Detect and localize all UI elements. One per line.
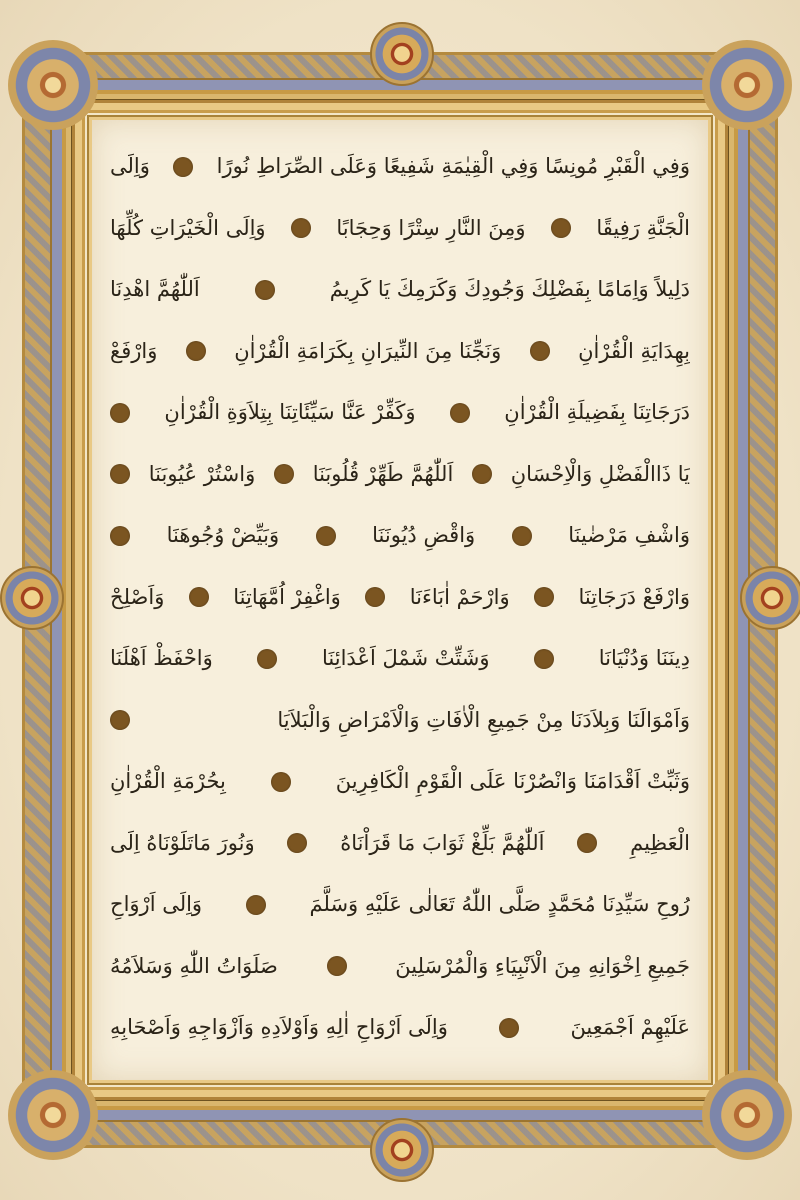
text-line: [110, 628, 690, 690]
text-line: [110, 505, 690, 567]
text-segment: وَاسْتُرْ عُيُوبَنَا: [148, 461, 256, 486]
text-segment: دَرَجَاتِنَا بِفَضِيلَةِ الْقُرْاٰنِ: [504, 400, 690, 424]
verse-marker-icon: [186, 341, 206, 361]
text-segment: دِينَنَا وَدُنْيَانَا: [598, 646, 690, 670]
text-segment: وَشَتِّتْ شَمْلَ اَعْدَائِنَا: [322, 646, 490, 670]
verse-marker-icon: [189, 587, 209, 607]
verse-marker-icon: [291, 218, 311, 238]
text-line: [110, 259, 690, 321]
text-segment: الْعَظِيمِ: [630, 830, 690, 855]
verse-marker-icon: [255, 280, 275, 300]
text-line: [110, 321, 690, 383]
verse-marker-icon: [534, 587, 554, 607]
text-segment: جَمِيعِ اِخْوَانِهِ مِنَ الْاَنْبِيَاءِ وَالْمُرْسَلِينَ: [395, 953, 690, 978]
text-segment: رُوحِ سَيِّدِنَا مُحَمَّدٍ صَلَّى اللّٰهُ تَعَالٰى عَلَيْهِ وَسَلَّمَ: [309, 892, 690, 916]
verse-marker-icon: [110, 710, 130, 730]
corner-ornament-icon: [702, 40, 792, 130]
verse-marker-icon: [365, 587, 385, 607]
text-segment: وَارْفَعْ دَرَجَاتِنَا: [578, 584, 690, 609]
verse-marker-icon: [274, 464, 294, 484]
verse-marker-icon: [287, 833, 307, 853]
text-segment: وَنَجِّنَا مِنَ النِّيرَانِ بِكَرَامَةِ الْقُرْاٰنِ: [234, 338, 502, 363]
left-medallion-icon: [0, 566, 64, 630]
verse-marker-icon: [534, 649, 554, 669]
verse-marker-icon: [577, 833, 597, 853]
top-medallion-icon: [370, 22, 434, 86]
text-segment: دَلِيلاً وَاِمَامًا بِفَضْلِكَ وَجُودِكَ وَكَرَمِكَ يَا كَرِيمُ: [329, 277, 690, 301]
verse-marker-icon: [271, 772, 291, 792]
text-line: [110, 751, 690, 813]
text-segment: اَللّٰهُمَّ اهْدِنَا: [110, 277, 200, 301]
text-segment: وَاَصْلِحْ: [110, 584, 165, 609]
text-segment: يَا ذَاالْفَضْلِ وَالْاِحْسَانِ: [510, 461, 690, 486]
text-line: [110, 444, 690, 506]
text-line: [110, 936, 690, 998]
text-segment: وَاقْضِ دُيُونَنَا: [372, 523, 476, 547]
text-segment: وَارْحَمْ اٰبَاءَنَا: [409, 584, 510, 609]
text-segment: الْجَنَّةِ رَفِيقًا: [596, 215, 690, 240]
text-segment: وَاشْفِ مَرْضٰينَا: [568, 523, 690, 547]
text-line: [110, 690, 690, 752]
text-segment: وَثَبِّتْ اَقْدَامَنَا وَانْصُرْنَا عَلَى الْقَوْمِ الْكَافِرِينَ: [335, 769, 690, 793]
verse-marker-icon: [450, 403, 470, 423]
text-line: [110, 382, 690, 444]
text-line: [110, 567, 690, 629]
text-segment: بِحُرْمَةِ الْقُرْاٰنِ: [110, 769, 226, 793]
verse-marker-icon: [327, 956, 347, 976]
text-line: [110, 136, 690, 198]
verse-marker-icon: [110, 403, 130, 423]
text-segment: وَبَيِّضْ وُجُوهَنَا: [166, 523, 280, 547]
text-line: [110, 198, 690, 260]
text-segment: اَللّٰهُمَّ بَلِّغْ ثَوَابَ مَا قَرَاْنَاهُ: [340, 830, 545, 855]
text-segment: بِهِدَايَةِ الْقُرْاٰنِ: [578, 338, 690, 363]
text-segment: وَاِلَى: [110, 154, 150, 178]
bottom-medallion-icon: [370, 1118, 434, 1182]
verse-marker-icon: [110, 526, 130, 546]
text-line: [110, 813, 690, 875]
verse-marker-icon: [530, 341, 550, 361]
text-segment: وَاِلَى الْخَيْرَاتِ كُلِّهَا: [110, 215, 266, 240]
text-segment: وَمِنَ النَّارِ سِتْرًا وَحِجَابًا: [336, 215, 526, 240]
verse-marker-icon: [110, 464, 130, 484]
text-segment: وَاغْفِرْ اُمَّهَاتِنَا: [233, 584, 341, 609]
right-medallion-icon: [740, 566, 800, 630]
text-segment: وَفِي الْقَبْرِ مُونِسًا وَفِي الْقِيٰمَةِ شَفِيعًا وَعَلَى الصِّرَاطِ نُورًا: [216, 154, 690, 178]
verse-marker-icon: [316, 526, 336, 546]
text-segment: عَلَيْهِمْ اَجْمَعِينَ: [570, 1015, 690, 1039]
text-line: [110, 997, 690, 1059]
text-segment: وَاحْفَظْ اَهْلَنَا: [110, 646, 213, 670]
verse-marker-icon: [499, 1018, 519, 1038]
prayer-text: [110, 136, 690, 1059]
text-segment: وَارْفَعْ: [110, 338, 158, 363]
verse-marker-icon: [472, 464, 492, 484]
text-segment: وَاِلَى اَرْوَاحِ اٰلِهِ وَاَوْلاَدِهِ وَاَزْوَاجِهِ وَاَصْحَابِهِ: [110, 1015, 448, 1039]
verse-marker-icon: [551, 218, 571, 238]
corner-ornament-icon: [702, 1070, 792, 1160]
text-segment: وَكَفِّرْ عَنَّا سَيِّئَاتِنَا بِتِلاَوَةِ الْقُرْاٰنِ: [164, 400, 416, 424]
text-segment: وَاِلَى اَرْوَاحِ: [110, 892, 203, 916]
corner-ornament-icon: [8, 40, 98, 130]
text-segment: وَاَمْوَالَنَا وَبِلاَدَنَا مِنْ جَمِيعِ الْاٰفَاتِ وَالْاَمْرَاضِ وَالْبَلاَيَا: [277, 707, 690, 732]
text-segment: وَنُورَ مَاتَلَوْنَاهُ اِلَى: [110, 830, 255, 855]
verse-marker-icon: [173, 157, 193, 177]
verse-marker-icon: [512, 526, 532, 546]
corner-ornament-icon: [8, 1070, 98, 1160]
verse-marker-icon: [246, 895, 266, 915]
text-segment: اَللّٰهُمَّ طَهِّرْ قُلُوبَنَا: [312, 461, 454, 486]
verse-marker-icon: [257, 649, 277, 669]
text-line: [110, 874, 690, 936]
text-segment: صَلَوَاتُ اللّٰهِ وَسَلاَمُهُ: [110, 953, 278, 978]
